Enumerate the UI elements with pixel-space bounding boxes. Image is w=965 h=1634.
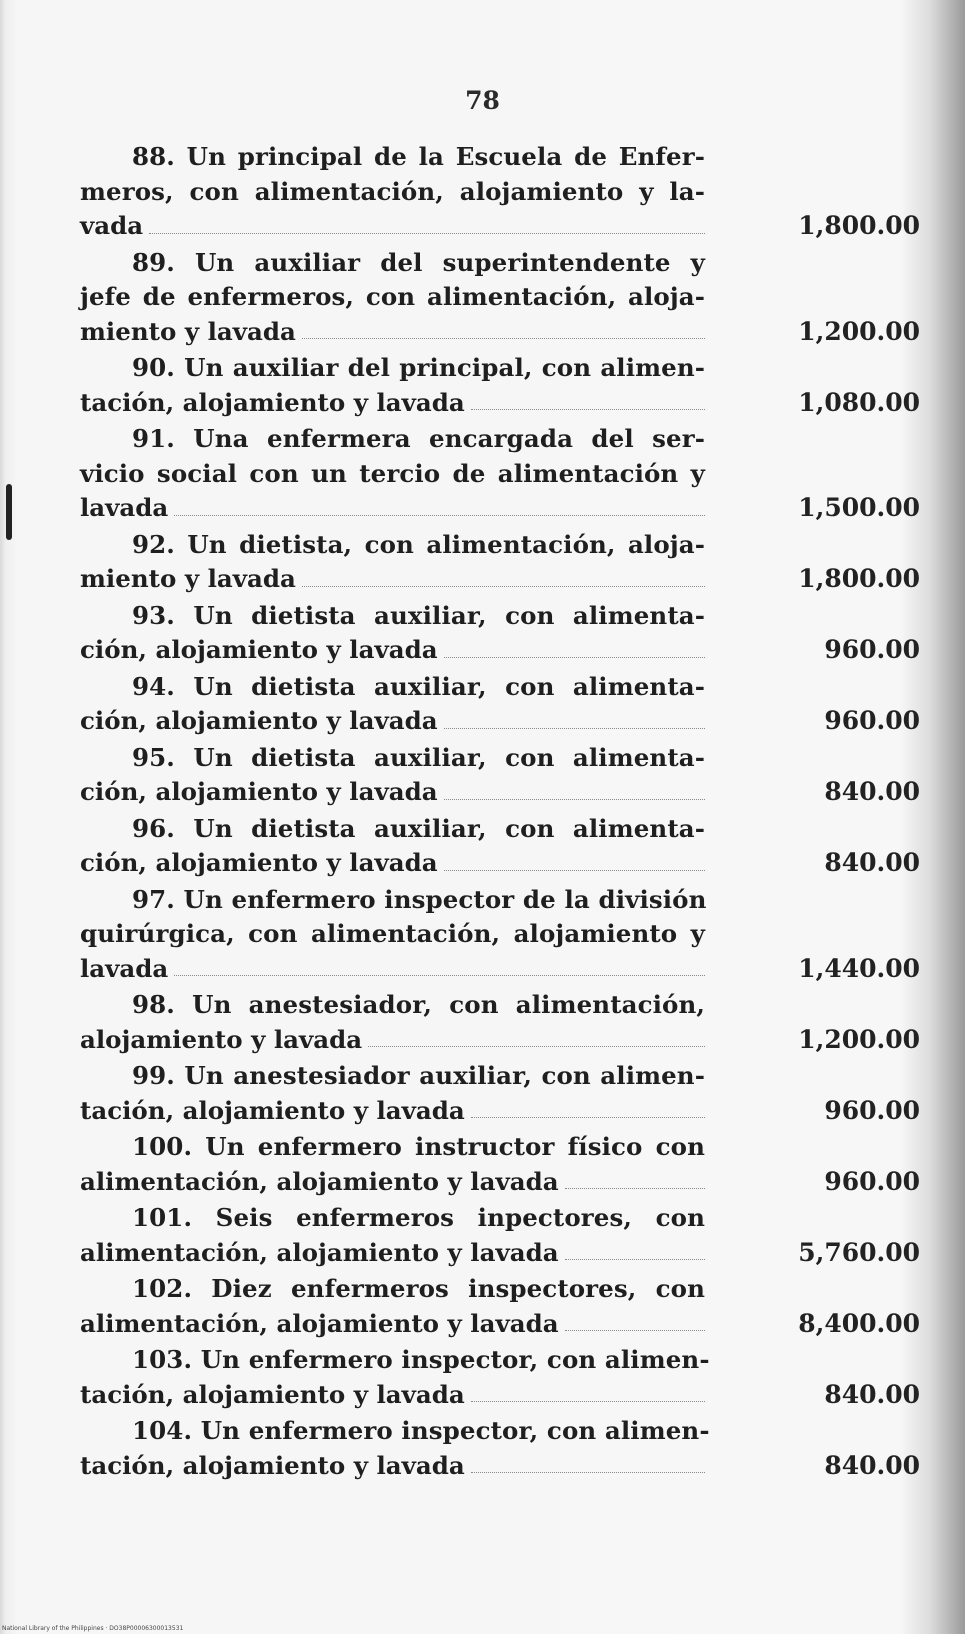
entry-text-line: 103. Un enfermero inspector, con alimen- [132,1345,710,1374]
entry-amount: 8,400.00 [798,1308,920,1338]
entry-last-line: tación, alojamiento y lavada [80,1450,465,1480]
entry-last-line: alimentación, alojamiento y lavada [80,1237,559,1267]
entry-amount: 1,800.00 [798,211,920,240]
dot-leader [565,1188,705,1189]
entry-last-line: tación, alojamiento y lavada [80,1379,465,1409]
entry-amount-row [80,1094,920,1129]
entry-text-line: 104. Un enfermero inspector, con alimen- [132,1416,710,1445]
entry-text-line: 94. Un dietista auxiliar, con alimenta- [132,671,705,701]
budget-entry [80,988,920,1057]
entry-last-line: lavada [80,953,169,983]
entry-last-line: miento y lavada [80,564,296,593]
entry-amount: 1,200.00 [798,1024,920,1054]
entry-amount: 1,800.00 [798,564,920,593]
entry-text-line: 98. Un anestesiador, con alimentación, [132,990,705,1019]
budget-entry [80,883,920,987]
entry-text-line: vicio social con un tercio de alimentación y [80,458,705,488]
dot-leader [302,586,705,587]
entry-amount-row [80,704,920,739]
entry-amount: 840.00 [824,1450,920,1480]
entry-amount: 960.00 [824,1095,920,1125]
entry-amount: 840.00 [824,848,920,877]
budget-entry [80,1414,920,1483]
entry-amount: 1,200.00 [798,316,920,346]
entry-amount-row [80,209,920,244]
entry-last-line: ción, alojamiento y lavada [80,706,438,735]
dot-leader [149,233,705,234]
entry-amount-row [80,386,920,421]
entry-last-line: tación, alojamiento y lavada [80,1095,465,1125]
entry-amount-row [80,1023,920,1058]
entry-amount: 960.00 [824,1166,920,1196]
entry-text-line: quirúrgica, con alimentación, alojamiento y [80,919,705,948]
entry-text-line: 100. Un enfermero instructor físico con [132,1132,705,1161]
entry-amount-row [80,952,920,987]
binding-mark [6,484,12,540]
budget-entry [80,1059,920,1128]
entry-amount-row [80,1165,920,1200]
entry-last-line: tación, alojamiento y lavada [80,387,465,417]
entry-amount: 1,440.00 [798,953,920,983]
budget-entry [80,528,920,597]
entry-amount: 960.00 [824,706,920,735]
budget-entry [80,246,920,350]
entry-amount-row [80,633,920,668]
budget-entry [80,741,920,810]
entry-amount-row [80,315,920,350]
dot-leader [444,728,705,729]
entry-last-line: ción, alojamiento y lavada [80,635,438,664]
entry-text-line: 97. Un enfermero inspector de la división [132,884,707,914]
page-number: 78 [465,86,500,115]
budget-entry [80,1343,920,1412]
entry-amount: 1,080.00 [798,387,920,417]
entry-text-line: 102. Diez enfermeros inspectores, con [132,1274,705,1303]
entry-amount-row [80,1378,920,1413]
entry-last-line: ción, alojamiento y lavada [80,848,438,877]
entry-text-line: 88. Un principal de la Escuela de Enfer- [132,142,705,171]
entry-last-line: vada [80,211,144,240]
entry-text-line: 90. Un auxiliar del principal, con alimen- [132,353,705,382]
dot-leader [471,1117,705,1118]
entry-amount: 840.00 [824,1379,920,1409]
dot-leader [174,975,705,976]
entry-text-line: 95. Un dietista auxiliar, con alimenta- [132,742,705,772]
scan-footer: National Library of the Philippines · DO38P00006300013531 [2,1625,184,1632]
budget-entry [80,812,920,881]
entry-amount-row [80,491,920,526]
entry-text-line: 91. Una enfermera encargada del ser- [132,424,705,453]
dot-leader [302,338,705,339]
budget-entries-list [80,140,920,1485]
budget-entry [80,599,920,668]
budget-entry [80,140,920,244]
entry-last-line: alimentación, alojamiento y lavada [80,1308,559,1338]
entry-text-line: 96. Un dietista auxiliar, con alimenta- [132,813,705,843]
budget-entry [80,351,920,420]
dot-leader [444,657,705,658]
entry-text-line: 89. Un auxiliar del superintendente y [132,247,705,277]
entry-amount-row [80,1449,920,1484]
entry-amount-row [80,846,920,881]
entry-amount: 840.00 [824,777,920,806]
dot-leader [444,870,705,871]
entry-text-line: 92. Un dietista, con alimentación, aloja- [132,529,705,559]
dot-leader [471,1472,705,1473]
dot-leader [471,409,705,410]
entry-text-line: 101. Seis enfermeros inpectores, con [132,1203,705,1232]
entry-amount-row [80,775,920,810]
entry-text-line: jefe de enfermeros, con alimentación, aloja- [80,282,705,311]
budget-entry [80,422,920,526]
entry-amount: 960.00 [824,635,920,664]
dot-leader [565,1259,705,1260]
entry-amount: 1,500.00 [798,493,920,522]
entry-text-line: 93. Un dietista auxiliar, con alimenta- [132,600,705,630]
entry-amount: 5,760.00 [798,1237,920,1267]
entry-text-line: 99. Un anestesiador auxiliar, con alimen- [132,1061,705,1090]
entry-amount-row [80,1307,920,1342]
entry-last-line: miento y lavada [80,316,296,346]
budget-entry [80,1201,920,1270]
entry-last-line: ción, alojamiento y lavada [80,777,438,806]
dot-leader [565,1330,705,1331]
budget-entry [80,670,920,739]
budget-entry [80,1272,920,1341]
entry-last-line: lavada [80,493,169,522]
entry-last-line: alojamiento y lavada [80,1024,363,1054]
dot-leader [174,515,705,516]
entry-amount-row [80,1236,920,1271]
budget-entry [80,1130,920,1199]
dot-leader [471,1401,705,1402]
entry-amount-row [80,562,920,597]
dot-leader [444,799,705,800]
dot-leader [368,1046,705,1047]
entry-last-line: alimentación, alojamiento y lavada [80,1166,559,1196]
entry-text-line: meros, con alimentación, alojamiento y la- [80,176,705,206]
